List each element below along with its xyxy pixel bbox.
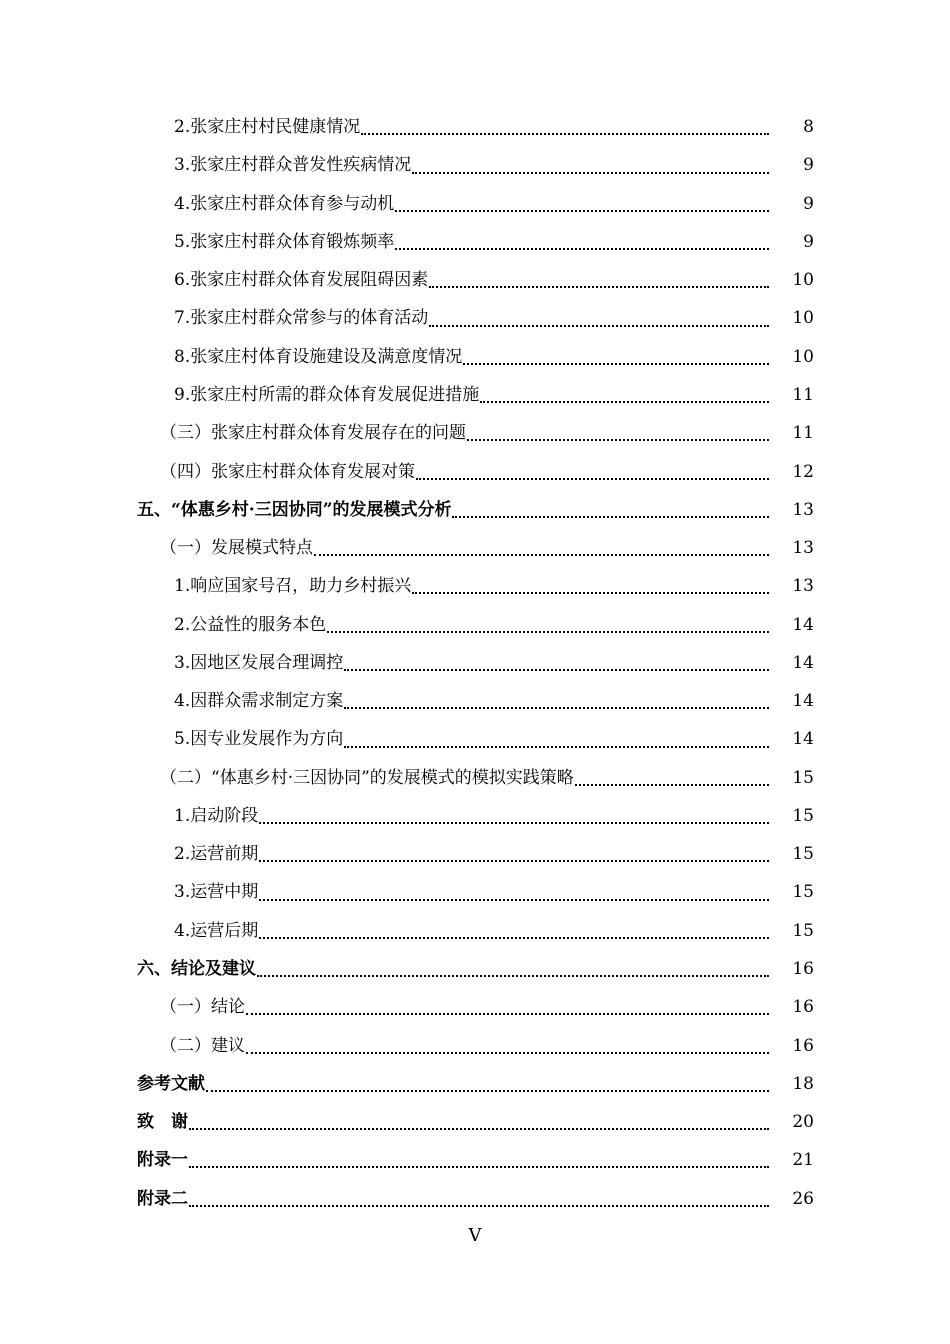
toc-entry[interactable] (0, 146, 950, 184)
toc-entry[interactable] (0, 1065, 950, 1103)
toc-entry-title: （一）结论 (160, 997, 245, 1018)
dot-leader (429, 286, 769, 288)
dot-leader (467, 439, 769, 441)
dot-leader (412, 172, 769, 174)
toc-entry-title: （三）张家庄村群众体育发展存在的问题 (160, 423, 466, 444)
toc-entry-title: 4.张家庄村群众体育参与动机 (174, 193, 395, 214)
toc-entry[interactable] (0, 873, 950, 911)
toc-entry-page: 21 (792, 1150, 814, 1171)
dot-leader (189, 1128, 769, 1130)
toc-entry[interactable] (0, 605, 950, 643)
dot-leader (327, 631, 769, 633)
dot-leader (189, 1166, 769, 1168)
toc-entry[interactable] (0, 299, 950, 337)
dot-leader (344, 707, 769, 709)
toc-entry-page: 14 (792, 614, 814, 635)
toc-entry-title: 4.因群众需求制定方案 (174, 691, 344, 712)
toc-entry-page: 9 (803, 193, 814, 214)
toc-entry[interactable] (0, 185, 950, 223)
toc-entry-page: 15 (792, 805, 814, 826)
dot-leader (259, 899, 769, 901)
toc-entry-page: 16 (792, 958, 814, 979)
dot-leader (361, 133, 769, 135)
dot-leader (259, 860, 769, 862)
toc-entry-page: 15 (792, 767, 814, 788)
dot-leader (395, 210, 769, 212)
dot-leader (452, 516, 769, 518)
dot-leader (206, 1090, 769, 1092)
toc-entry-title: （二）“体惠乡村·三因协同”的发展模式的模拟实践策略 (160, 767, 574, 788)
toc-entry-title: 5.张家庄村群众体育锻炼频率 (174, 231, 395, 252)
dot-leader (257, 975, 769, 977)
toc-entry-title: 致 谢 (137, 1112, 188, 1133)
toc-entry-page: 8 (803, 117, 814, 138)
toc-entry[interactable] (0, 491, 950, 529)
toc-entry-title: 4.运营后期 (174, 920, 259, 941)
dot-leader (575, 784, 769, 786)
toc-entry-title: 2.张家庄村村民健康情况 (174, 117, 361, 138)
toc-entry[interactable] (0, 223, 950, 261)
toc-entry-title: 2.运营前期 (174, 844, 259, 865)
toc-entry-page: 13 (792, 499, 814, 520)
dot-leader (246, 1052, 769, 1054)
toc-entry[interactable] (0, 950, 950, 988)
toc-entry-page: 16 (792, 997, 814, 1018)
toc-entry-page: 9 (803, 231, 814, 252)
toc-entry-title: 3.运营中期 (174, 882, 259, 903)
toc-entry-title: 1.响应国家号召，助力乡村振兴 (174, 576, 412, 597)
toc-entry-page: 14 (792, 729, 814, 750)
toc-entry-title: 8.张家庄村体育设施建设及满意度情况 (174, 346, 463, 367)
toc-entry-page: 20 (792, 1112, 814, 1133)
toc-entry-page: 11 (792, 384, 814, 405)
toc-entry-page: 15 (792, 920, 814, 941)
toc-entry[interactable] (0, 529, 950, 567)
toc-entry[interactable] (0, 797, 950, 835)
toc-entry-page: 10 (792, 346, 814, 367)
toc-entry[interactable] (0, 1026, 950, 1064)
toc-entry-title: 参考文献 (137, 1073, 205, 1094)
toc-entry-title: 3.张家庄村群众普发性疾病情况 (174, 155, 412, 176)
toc-entry-title: 7.张家庄村群众常参与的体育活动 (174, 308, 429, 329)
toc-entry[interactable] (0, 835, 950, 873)
toc-entry-page: 18 (792, 1073, 814, 1094)
toc-entry-page: 13 (792, 576, 814, 597)
toc-entry[interactable] (0, 376, 950, 414)
toc-entry[interactable] (0, 644, 950, 682)
toc-entry[interactable] (0, 912, 950, 950)
toc-entry-page: 9 (803, 155, 814, 176)
toc-entry-title: 附录一 (137, 1150, 188, 1171)
dot-leader (412, 592, 769, 594)
toc-entry[interactable] (0, 988, 950, 1026)
page-number: V (468, 1225, 482, 1246)
dot-leader (259, 822, 769, 824)
toc-entry-page: 26 (792, 1188, 814, 1209)
toc-entry-page: 14 (792, 652, 814, 673)
toc-entry-page: 10 (792, 270, 814, 291)
dot-leader (189, 1205, 769, 1207)
toc-entry-title: 9.张家庄村所需的群众体育发展促进措施 (174, 384, 480, 405)
toc-entry-page: 15 (792, 882, 814, 903)
dot-leader (480, 401, 769, 403)
toc-entry-page: 11 (792, 423, 814, 444)
toc-entry[interactable] (0, 108, 950, 146)
toc-entry[interactable] (0, 452, 950, 490)
toc-entry[interactable] (0, 682, 950, 720)
dot-leader (314, 554, 769, 556)
dot-leader (395, 248, 769, 250)
toc-entry[interactable] (0, 1141, 950, 1179)
toc-entry-title: 1.启动阶段 (174, 805, 259, 826)
toc-entry[interactable] (0, 261, 950, 299)
dot-leader (416, 478, 769, 480)
toc-entry-page: 10 (792, 308, 814, 329)
dot-leader (429, 325, 769, 327)
dot-leader (463, 363, 769, 365)
toc-entry[interactable] (0, 1103, 950, 1141)
toc-entry-title: 3.因地区发展合理调控 (174, 652, 344, 673)
dot-leader (259, 937, 769, 939)
toc-entry-title: 5.因专业发展作为方向 (174, 729, 344, 750)
toc-entry-title: 2.公益性的服务本色 (174, 614, 327, 635)
toc-entry-title: 6.张家庄村群众体育发展阻碍因素 (174, 270, 429, 291)
toc-entry[interactable] (0, 567, 950, 605)
dot-leader (344, 746, 769, 748)
dot-leader (246, 1013, 769, 1015)
toc-entry[interactable] (0, 414, 950, 452)
toc-entry[interactable] (0, 759, 950, 797)
toc-entry-title: 五、“体惠乡村·三因协同”的发展模式分析 (137, 499, 452, 520)
toc-entry-title: （二）建议 (160, 1035, 245, 1056)
toc-entry-page: 14 (792, 691, 814, 712)
toc-entry-title: （一）发展模式特点 (160, 538, 313, 559)
toc-entry-title: （四）张家庄村群众体育发展对策 (160, 461, 415, 482)
dot-leader (344, 669, 769, 671)
toc-entry[interactable] (0, 338, 950, 376)
toc-entry-title: 附录二 (137, 1188, 188, 1209)
table-of-contents (0, 108, 950, 1218)
toc-entry-page: 13 (792, 538, 814, 559)
toc-entry-page: 16 (792, 1035, 814, 1056)
toc-entry[interactable] (0, 1179, 950, 1217)
toc-entry-page: 12 (792, 461, 814, 482)
toc-entry[interactable] (0, 720, 950, 758)
toc-entry-page: 15 (792, 844, 814, 865)
toc-entry-title: 六、结论及建议 (137, 958, 256, 979)
